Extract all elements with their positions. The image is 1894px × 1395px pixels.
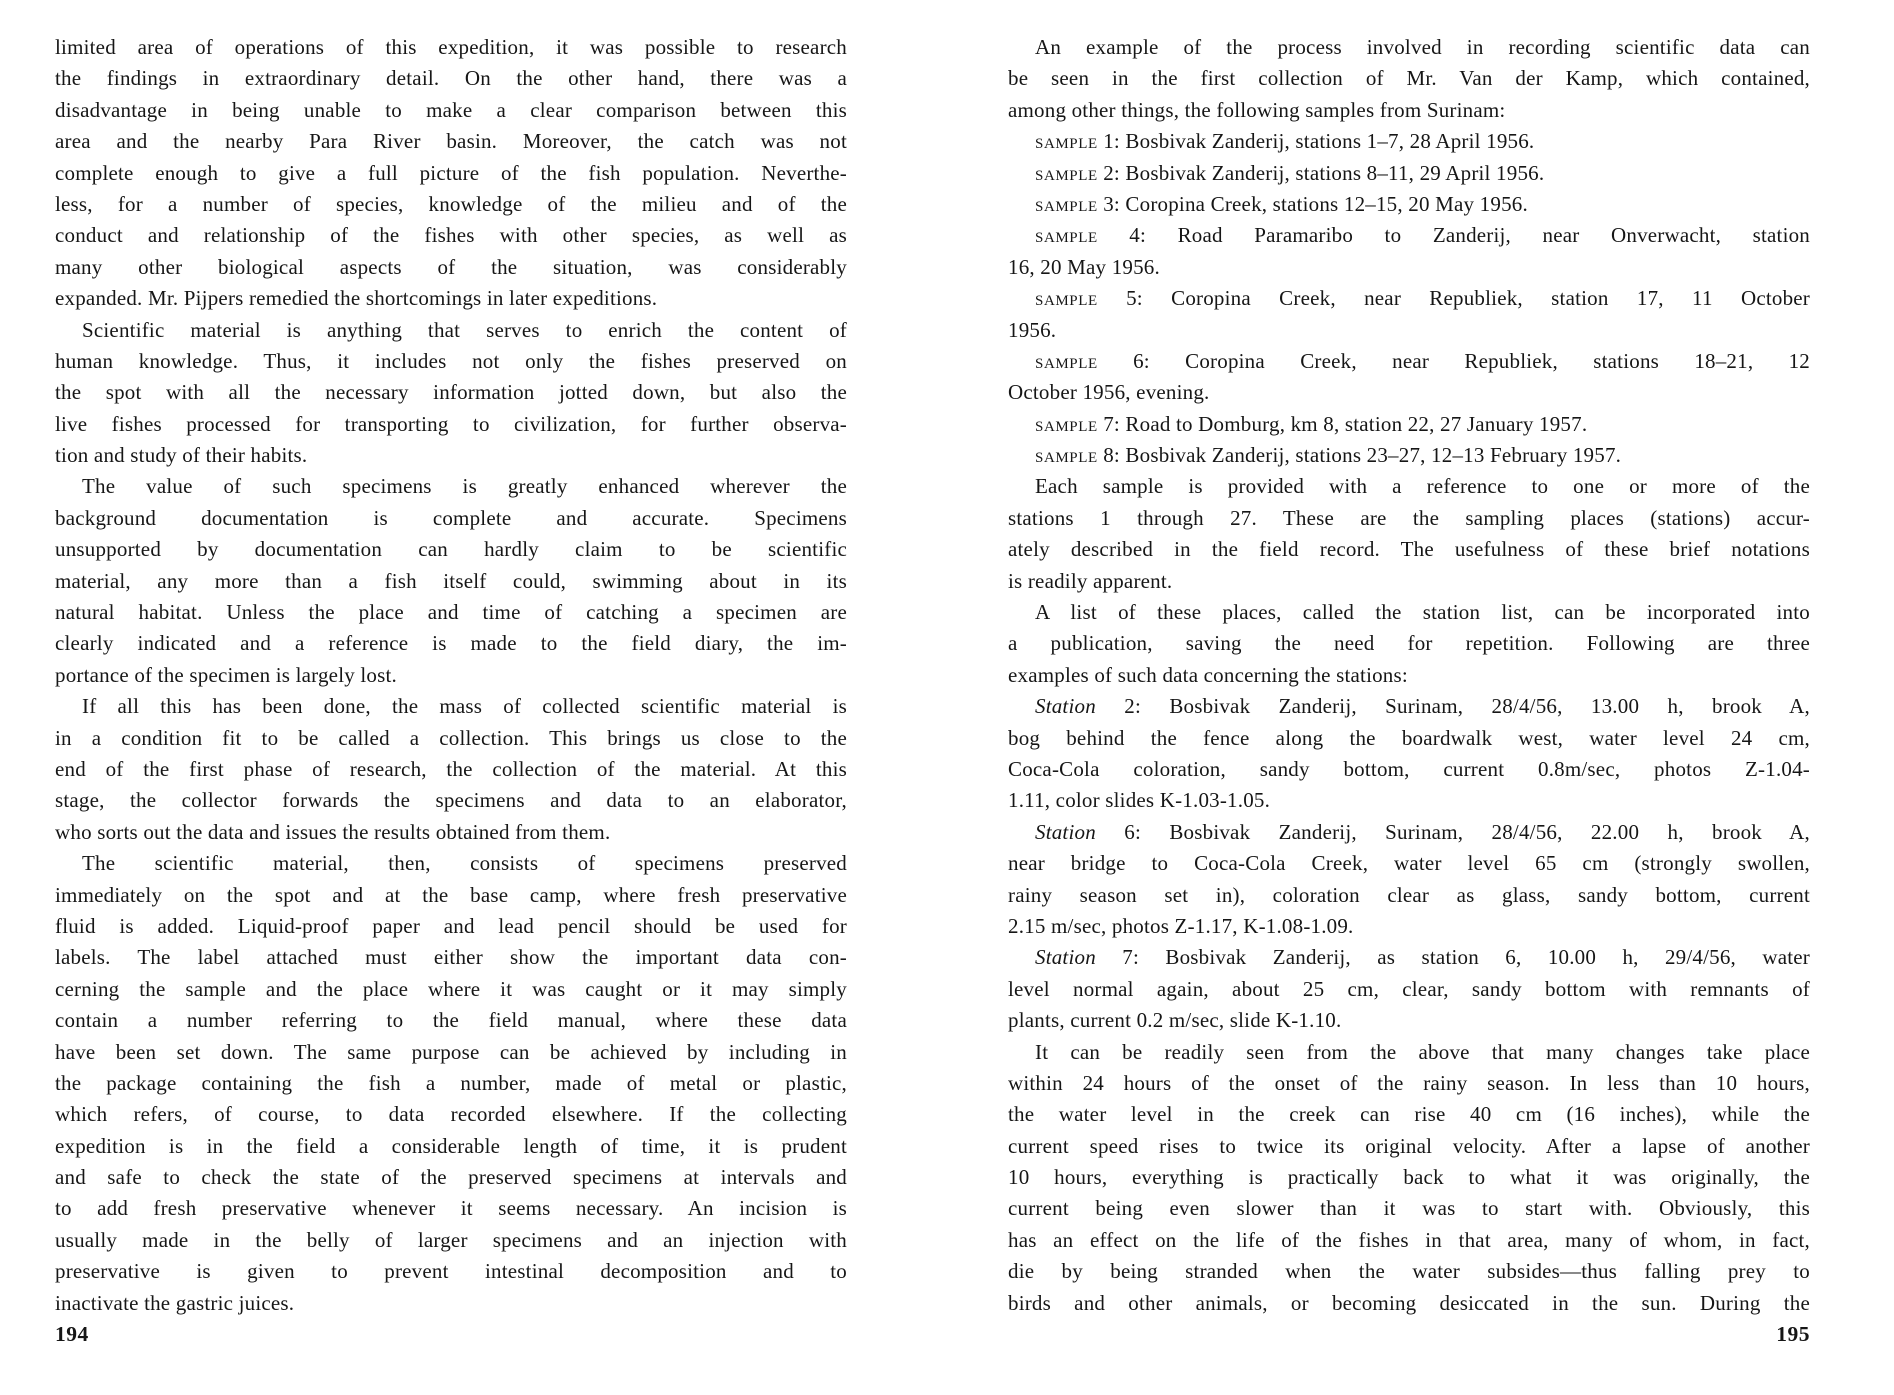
text-run: portance of the specimen is largely lost.	[55, 662, 397, 687]
text-line	[1008, 315, 1810, 346]
text-run: 2.15 m/sec, photos Z-1.17, K-1.08-1.09.	[1008, 913, 1354, 938]
text-run: Coca-Cola coloration, sandy bottom, current 0.8m/sec, photos Z-1.04-	[1008, 756, 1810, 781]
text-run: Scientific material is anything that serves to enrich the content of	[82, 317, 847, 342]
text-run: The value of such specimens is greatly enhanced wherever the	[82, 474, 847, 499]
text-line	[1008, 817, 1810, 848]
text-line	[1008, 1193, 1810, 1224]
text-line	[55, 597, 847, 628]
text-run: among other things, the following samples from Surinam:	[1008, 97, 1506, 122]
text-run: A list of these places, called the station list, can be incorporated into	[1035, 600, 1810, 625]
text-run: who sorts out the data and issues the results obtained from them.	[55, 819, 611, 844]
text-run: in a condition fit to be called a collection. This brings us close to the	[55, 725, 847, 750]
text-line	[55, 283, 847, 314]
text-line	[55, 95, 847, 126]
text-line	[55, 158, 847, 189]
text-run: human knowledge. Thus, it includes not only the fishes preserved on	[55, 348, 847, 373]
text-line	[55, 126, 847, 157]
text-run: many other biological aspects of the situation, was considerably	[55, 254, 847, 279]
text-line	[55, 534, 847, 565]
text-run: the package containing the fish a number, made of metal or plastic,	[55, 1070, 847, 1095]
text-run: area and the nearby Para River basin. Moreover, the catch was not	[55, 129, 847, 154]
text-run: expanded. Mr. Pijpers remedied the shortcomings in later expeditions.	[55, 286, 658, 311]
text-line	[55, 346, 847, 377]
text-run: current being even slower than it was to start with. Obviously, this	[1008, 1196, 1810, 1221]
text-line	[1008, 911, 1810, 942]
text-run: a publication, saving the need for repetition. Following are three	[1008, 631, 1810, 656]
text-line	[55, 471, 847, 502]
text-run: contain a number referring to the field manual, where these data	[55, 1008, 847, 1033]
text-line	[55, 252, 847, 283]
text-run: have been set down. The same purpose can be achieved by including in	[55, 1039, 847, 1064]
text-line	[1008, 126, 1810, 157]
text-line	[1008, 32, 1810, 63]
text-line	[55, 723, 847, 754]
text-line	[55, 1162, 847, 1193]
text-line	[55, 880, 847, 911]
text-run: rainy season set in), coloration clear as glass, sandy bottom, current	[1008, 882, 1810, 907]
text-run: level normal again, about 25 cm, clear, sandy bottom with remnants of	[1008, 976, 1810, 1001]
text-run: disadvantage in being unable to make a clear comparison between this	[55, 97, 847, 122]
text-line	[1008, 1099, 1810, 1130]
text-line	[1008, 252, 1810, 283]
small-caps-label: sample	[1035, 160, 1098, 185]
text-line	[55, 1037, 847, 1068]
text-run: to add fresh preservative whenever it seems necessary. An incision is	[55, 1196, 847, 1221]
text-run: and safe to check the state of the preserved specimens at intervals and	[55, 1165, 847, 1190]
text-line	[55, 1099, 847, 1130]
text-run: within 24 hours of the onset of the rainy season. In less than 10 hours,	[1008, 1070, 1810, 1095]
text-run: 7: Road to Domburg, km 8, station 22, 27 January 1957.	[1097, 411, 1588, 436]
text-run: 2: Bosbivak Zanderij, Surinam, 28/4/56, 13.00 h, brook A,	[1095, 694, 1810, 719]
text-run: birds and other animals, or becoming desiccated in the sun. During the	[1008, 1290, 1810, 1315]
text-line	[1008, 283, 1810, 314]
text-line	[1008, 691, 1810, 722]
text-run: 7: Bosbivak Zanderij, as station 6, 10.00 h, 29/4/56, water	[1095, 945, 1810, 970]
text-line	[55, 1225, 847, 1256]
text-line	[1008, 409, 1810, 440]
text-line	[55, 1068, 847, 1099]
text-line	[1008, 158, 1810, 189]
text-line	[55, 503, 847, 534]
text-line	[1008, 660, 1810, 691]
text-line	[55, 785, 847, 816]
text-line	[1008, 503, 1810, 534]
small-caps-label: sample	[1035, 411, 1098, 436]
text-run: the spot with all the necessary information jotted down, but also the	[55, 380, 847, 405]
page-column	[1008, 32, 1810, 1319]
text-run: inactivate the gastric juices.	[55, 1290, 295, 1315]
text-run: limited area of operations of this expedition, it was possible to research	[55, 35, 847, 59]
page-number-left: 194	[55, 1322, 89, 1346]
text-run: 10 hours, everything is practically back to what it was originally, the	[1008, 1165, 1810, 1190]
text-run: 3: Coropina Creek, stations 12–15, 20 May 1956.	[1097, 191, 1528, 216]
text-line	[1008, 1162, 1810, 1193]
text-run: material, any more than a fish itself could, swimming about in its	[55, 568, 847, 593]
text-run: The scientific material, then, consists of specimens preserved	[82, 851, 847, 876]
text-run: 2: Bosbivak Zanderij, stations 8–11, 29 April 1956.	[1097, 160, 1545, 185]
small-caps-label: sample	[1035, 223, 1098, 248]
small-caps-label: sample	[1035, 191, 1098, 216]
text-line	[55, 691, 847, 722]
text-line	[55, 628, 847, 659]
text-line	[55, 409, 847, 440]
text-run: 1: Bosbivak Zanderij, stations 1–7, 28 April 1956.	[1097, 129, 1535, 154]
text-run: 8: Bosbivak Zanderij, stations 23–27, 12–13 February 1957.	[1097, 443, 1622, 468]
text-run: die by being stranded when the water subsides—thus falling prey to	[1008, 1259, 1810, 1284]
text-run: near bridge to Coca-Cola Creek, water level 65 cm (strongly swollen,	[1008, 851, 1810, 876]
text-line	[55, 440, 847, 471]
text-run: live fishes processed for transporting to civilization, for further observa-	[55, 411, 847, 436]
text-line	[55, 315, 847, 346]
text-line	[1008, 754, 1810, 785]
small-caps-label: sample	[1035, 348, 1098, 373]
text-line	[55, 974, 847, 1005]
text-run: An example of the process involved in recording scientific data can	[1035, 35, 1810, 59]
text-run: Each sample is provided with a reference to one or more of the	[1035, 474, 1810, 499]
text-run: preservative is given to prevent intestinal decomposition and to	[55, 1259, 847, 1284]
text-line	[55, 220, 847, 251]
text-line	[1008, 942, 1810, 973]
text-line	[55, 1256, 847, 1287]
text-line	[1008, 63, 1810, 94]
text-run: be seen in the first collection of Mr. Van der Kamp, which contained,	[1008, 66, 1810, 91]
text-line	[1008, 1005, 1810, 1036]
text-run: natural habitat. Unless the place and time of catching a specimen are	[55, 600, 847, 625]
text-line	[55, 1005, 847, 1036]
text-line	[1008, 848, 1810, 879]
page-number-right: 195	[1776, 1322, 1810, 1346]
text-run: 4: Road Paramaribo to Zanderij, near Onverwacht, station	[1097, 223, 1810, 248]
text-run: cerning the sample and the place where it was caught or it may simply	[55, 976, 847, 1001]
text-run: 1956.	[1008, 317, 1057, 342]
text-run: If all this has been done, the mass of collected scientific material is	[82, 694, 847, 719]
italic-label: Station	[1035, 945, 1096, 970]
text-line	[55, 377, 847, 408]
text-line	[1008, 566, 1810, 597]
text-run: 16, 20 May 1956.	[1008, 254, 1160, 279]
text-line	[1008, 1288, 1810, 1319]
text-line	[1008, 880, 1810, 911]
small-caps-label: sample	[1035, 286, 1098, 311]
text-line	[1008, 189, 1810, 220]
page-column	[55, 32, 847, 1319]
text-run: which refers, of course, to data recorded elsewhere. If the collecting	[55, 1102, 847, 1127]
text-line	[1008, 1225, 1810, 1256]
text-run: tion and study of their habits.	[55, 443, 308, 468]
text-run: the water level in the creek can rise 40 cm (16 inches), while the	[1008, 1102, 1810, 1127]
text-line	[1008, 95, 1810, 126]
text-line	[55, 1193, 847, 1224]
text-run: expedition is in the field a considerable length of time, it is prudent	[55, 1133, 847, 1158]
text-run: examples of such data concerning the stations:	[1008, 662, 1408, 687]
text-line	[1008, 220, 1810, 251]
text-line	[1008, 440, 1810, 471]
text-line	[1008, 628, 1810, 659]
text-run: labels. The label attached must either show the important data con-	[55, 945, 847, 970]
text-line	[55, 1131, 847, 1162]
text-line	[55, 817, 847, 848]
text-run: stage, the collector forwards the specimens and data to an elaborator,	[55, 788, 847, 813]
text-run: less, for a number of species, knowledge of the milieu and of the	[55, 191, 847, 216]
text-run: 1.11, color slides K-1.03-1.05.	[1008, 788, 1271, 813]
italic-label: Station	[1035, 819, 1096, 844]
text-run: current speed rises to twice its original velocity. After a lapse of another	[1008, 1133, 1810, 1158]
text-line	[55, 1288, 847, 1319]
text-run: 5: Coropina Creek, near Republiek, station 17, 11 October	[1097, 286, 1810, 311]
text-line	[1008, 471, 1810, 502]
text-run: the findings in extraordinary detail. On the other hand, there was a	[55, 66, 847, 91]
text-run: October 1956, evening.	[1008, 380, 1210, 405]
text-run: immediately on the spot and at the base camp, where fresh preservative	[55, 882, 847, 907]
text-line	[1008, 785, 1810, 816]
text-run: 6: Bosbivak Zanderij, Surinam, 28/4/56, 22.00 h, brook A,	[1095, 819, 1810, 844]
text-run: 6: Coropina Creek, near Republiek, stations 18–21, 12	[1097, 348, 1810, 373]
text-line	[55, 63, 847, 94]
small-caps-label: sample	[1035, 443, 1098, 468]
text-run: ately described in the field record. The usefulness of these brief notations	[1008, 537, 1810, 562]
text-line	[1008, 1068, 1810, 1099]
text-line	[1008, 534, 1810, 565]
text-run: background documentation is complete and accurate. Specimens	[55, 505, 847, 530]
text-line	[1008, 974, 1810, 1005]
italic-label: Station	[1035, 694, 1096, 719]
text-line	[1008, 377, 1810, 408]
text-run: complete enough to give a full picture of the fish population. Neverthe-	[55, 160, 847, 185]
text-run: clearly indicated and a reference is made to the field diary, the im-	[55, 631, 847, 656]
text-line	[1008, 1037, 1810, 1068]
text-line	[1008, 346, 1810, 377]
text-line	[55, 189, 847, 220]
text-line	[55, 754, 847, 785]
text-line	[1008, 723, 1810, 754]
text-run: end of the first phase of research, the collection of the material. At this	[55, 756, 847, 781]
text-line	[55, 848, 847, 879]
text-line	[55, 911, 847, 942]
text-run: plants, current 0.2 m/sec, slide K-1.10.	[1008, 1008, 1342, 1033]
text-run: bog behind the fence along the boardwalk west, water level 24 cm,	[1008, 725, 1810, 750]
text-line	[1008, 1131, 1810, 1162]
text-line	[55, 566, 847, 597]
text-line	[55, 942, 847, 973]
text-line	[1008, 1256, 1810, 1287]
text-run: stations 1 through 27. These are the sampling places (stations) accur-	[1008, 505, 1810, 530]
text-line	[1008, 597, 1810, 628]
text-line	[55, 660, 847, 691]
text-run: unsupported by documentation can hardly claim to be scientific	[55, 537, 847, 562]
text-run: conduct and relationship of the fishes with other species, as well as	[55, 223, 847, 248]
small-caps-label: sample	[1035, 129, 1098, 154]
text-run: usually made in the belly of larger specimens and an injection with	[55, 1227, 847, 1252]
text-line	[55, 32, 847, 63]
text-run: has an effect on the life of the fishes in that area, many of whom, in fact,	[1008, 1227, 1810, 1252]
text-run: is readily apparent.	[1008, 568, 1173, 593]
text-run: It can be readily seen from the above that many changes take place	[1035, 1039, 1810, 1064]
text-run: fluid is added. Liquid-proof paper and lead pencil should be used for	[55, 913, 847, 938]
